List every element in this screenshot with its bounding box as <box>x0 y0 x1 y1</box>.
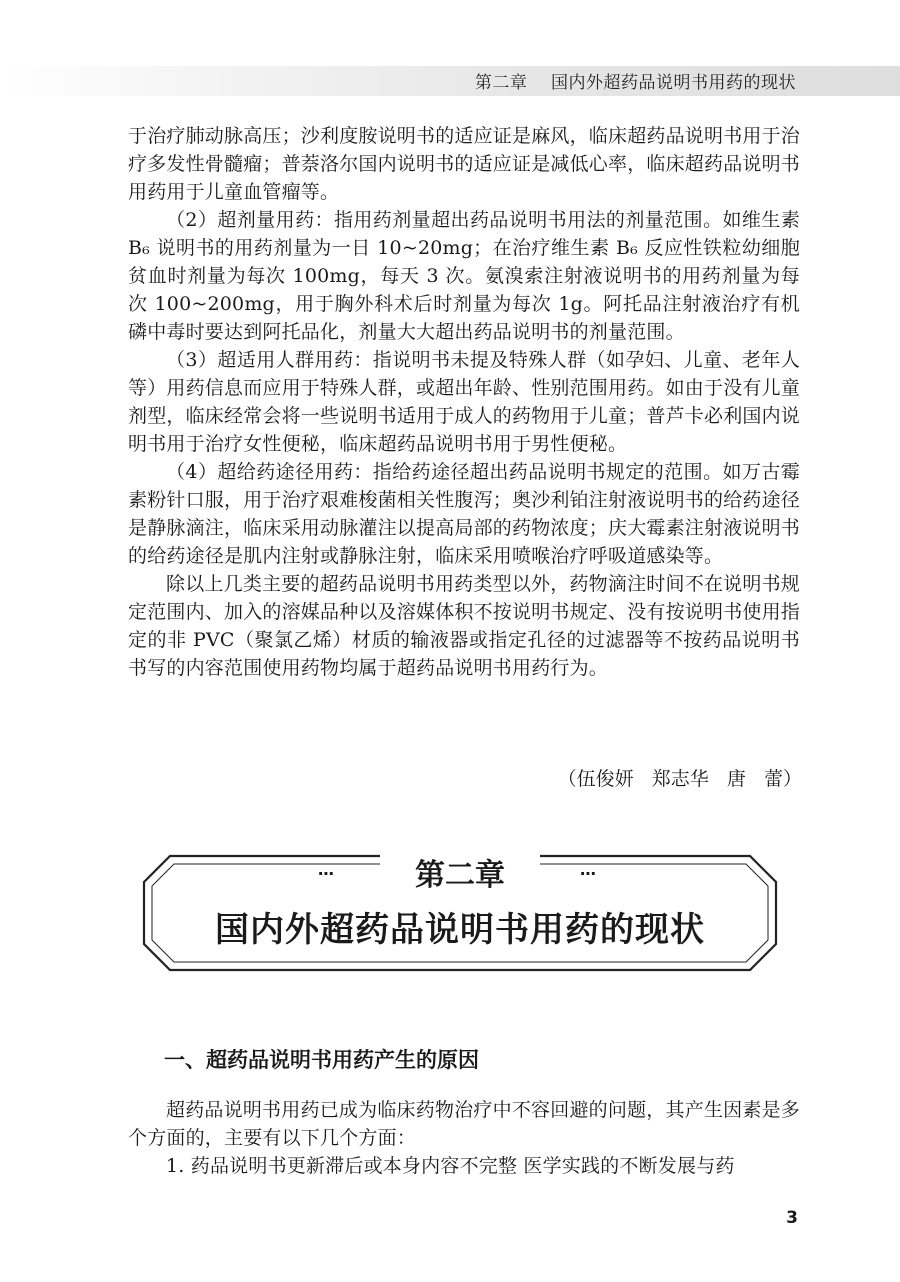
chapter-title: 国内外超药品说明书用药的现状 <box>215 910 705 950</box>
section-item-1: 1. 药品说明书更新滞后或本身内容不完整 医学实践的不断发展与药 <box>166 1155 735 1177</box>
paragraph-continuation: 于治疗肺动脉高压；沙利度胺说明书的适应证是麻风，临床超药品说明书用于治疗多发性骨髓瘤；普萘洛尔国内说明书的适应证是减低心率，临床超药品说明书用药用于儿童血管瘤等。 <box>128 125 801 203</box>
authors-line: （伍俊妍 郑志华 唐 蕾） <box>557 768 802 790</box>
ornament-dots-left: ⋯ <box>318 864 336 883</box>
paragraph-over-dosage: （2）超剂量用药：指用药剂量超出药品说明书用法的剂量范围。如维生素 B₆ 说明书的用药剂量为一日 10~20mg；在治疗维生素 B₆ 反应性铁粒幼细胞贫血时剂量为每次 100mg，每天 3 次。氨溴索注射液说明书的用药剂量为每次 100~200mg，用于胸外科术后时剂量为每次 1g。阿托品注射液治疗有机磷中毒时要达到阿托品化，剂量大大超出药品说明书的剂量范围。 <box>128 209 800 343</box>
section-intro-paragraph: 超药品说明书用药已成为临床药物治疗中不容回避的问题，其产生因素是多个方面的，主要有以下几个方面： <box>128 1099 800 1149</box>
section-heading: 一、超药品说明书用药产生的原因 <box>164 1048 479 1072</box>
page-number: 3 <box>786 1208 798 1228</box>
body-text-top <box>128 122 800 682</box>
running-header-title: 第二章 国内外超药品说明书用药的现状 <box>474 73 796 93</box>
body-text-section <box>128 1096 800 1180</box>
paragraph-summary: 除以上几类主要的超药品说明书用药类型以外，药物滴注时间不在说明书规定范围内、加入的溶媒品种以及溶媒体积不按说明书规定、没有按说明书使用指定的非 PVC（聚氯乙烯）材质的输液器或指定孔径的过滤器等不按药品说明书书写的内容范围使用药物均属于超药品说明书用药行为。 <box>128 573 801 679</box>
chapter-title-frame <box>122 826 798 976</box>
ornamental-frame <box>122 826 798 976</box>
running-header <box>0 66 900 96</box>
paragraph-over-population: （3）超适用人群用药：指说明书未提及特殊人群（如孕妇、儿童、老年人等）用药信息而应用于特殊人群，或超出年龄、性别范围用药。如由于没有儿童剂型，临床经常会将一些说明书适用于成人的药物用于儿童；普芦卡必利国内说明书用于治疗女性便秘，临床超药品说明书用于男性便秘。 <box>128 349 801 455</box>
paragraph-over-route: （4）超给药途径用药：指给药途径超出药品说明书规定的范围。如万古霉素粉针口服，用于治疗艰难梭菌相关性腹泻；奥沙利铂注射液说明书的给药途径是静脉滴注，临床采用动脉灌注以提高局部的药物浓度；庆大霉素注射液说明书的给药途径是肌内注射或静脉注射，临床采用喷喉治疗呼吸道感染等。 <box>128 461 801 567</box>
chapter-number: 第二章 <box>415 858 505 893</box>
ornament-dots-right: ⋯ <box>580 864 598 883</box>
